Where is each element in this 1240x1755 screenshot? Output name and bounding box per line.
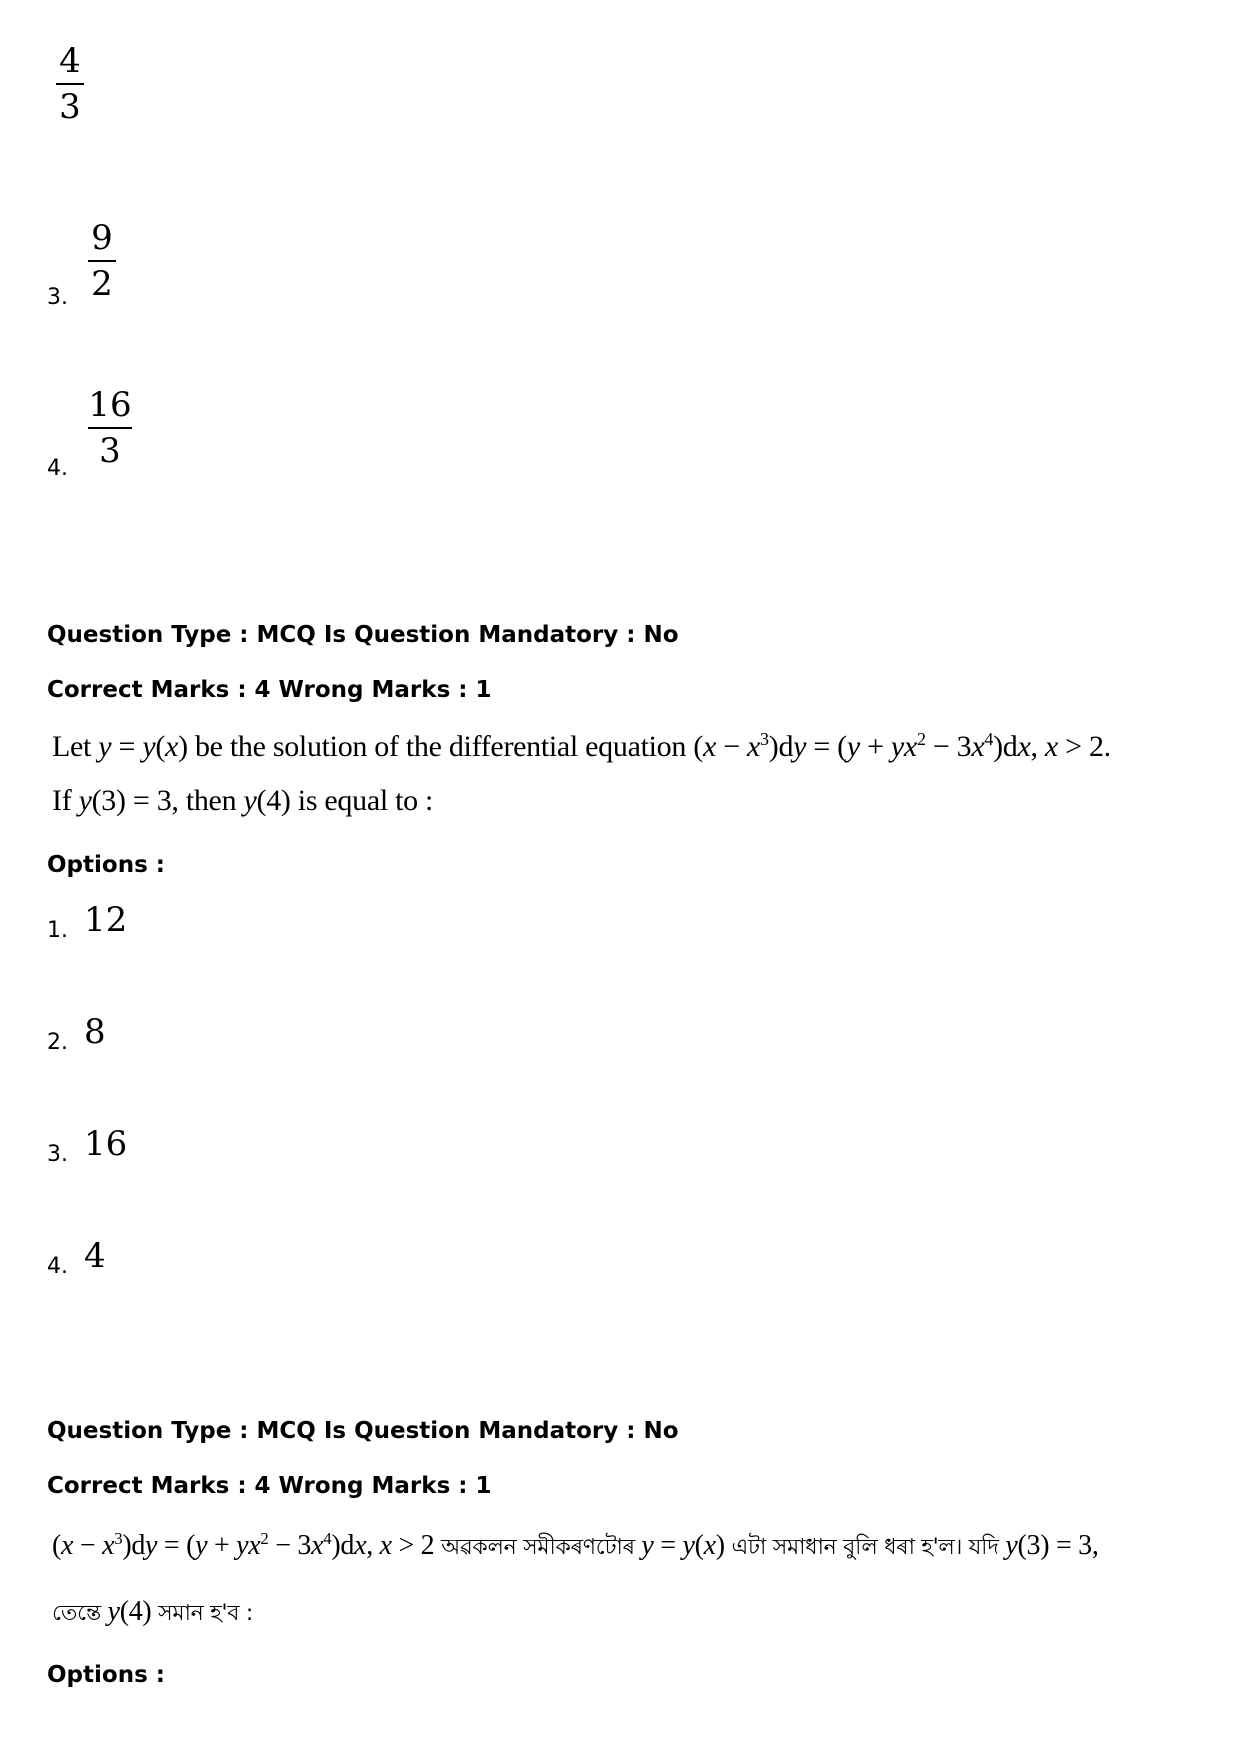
question-text-suffix: 2. xyxy=(1081,730,1111,763)
marks-line: Correct Marks : 4 Wrong Marks : 1 xyxy=(47,677,492,703)
option-number: 4. xyxy=(47,456,68,481)
fraction-bar xyxy=(88,427,132,429)
options-label: Options : xyxy=(47,1662,165,1688)
option-value: 4 xyxy=(84,1236,106,1276)
fraction-bar xyxy=(88,260,116,262)
option-value: 16 xyxy=(84,1124,128,1164)
question-text-line1: $(x - x^3)dy = (y + yx^2 - 3x^4)dx$, x > 2 অৱকলন সমীকৰণটোৰ y = y(x) এটা সমাধান বুলি ধৰা হ'ল। যদি y(3) = 3, xyxy=(52,1528,1099,1561)
question-text-line2: If y(3) = 3, then y(4) is equal to : xyxy=(52,784,434,817)
question-text-assamese: তেন্তে xyxy=(52,1601,101,1626)
question-text-mid: be the solution of the differential equation xyxy=(187,730,694,763)
option-value: 12 xyxy=(84,900,128,940)
fraction-denominator: 2 xyxy=(91,264,113,304)
question-text-assamese: এটা সমাধান বুলি ধৰা হ'ল। যদি xyxy=(731,1535,999,1560)
question-type-line: Question Type : MCQ Is Question Mandatory : No xyxy=(47,1418,679,1444)
fraction-numerator: 9 xyxy=(91,218,113,258)
fraction-bar xyxy=(56,83,84,85)
question-text-assamese: অৱকলন সমীকৰণটোৰ xyxy=(441,1535,635,1560)
option-value: 8 xyxy=(84,1012,106,1052)
fraction-denominator: 3 xyxy=(59,87,81,127)
options-label: Options : xyxy=(47,852,165,878)
option-fraction xyxy=(88,218,116,304)
option-fraction-top xyxy=(56,41,84,127)
option-number: 2. xyxy=(47,1030,68,1055)
option-number: 3. xyxy=(47,1142,68,1167)
fraction-numerator: 4 xyxy=(59,41,81,81)
marks-line: Correct Marks : 4 Wrong Marks : 1 xyxy=(47,1473,492,1499)
question-text-prefix: Let xyxy=(52,730,99,763)
question-text-prefix: If xyxy=(52,784,79,817)
question-text-line2: তেন্তে y(4) সমান হ'ব : xyxy=(52,1596,253,1627)
question-text-line1: Let y = y(x) be the solution of the differential equation $(x - x^3)dy = (y + yx^2 - 3x^4)dx$, x > 2. xyxy=(52,729,1111,763)
fraction-numerator: 16 xyxy=(88,385,132,425)
fraction-denominator: 3 xyxy=(99,431,121,471)
option-number: 4. xyxy=(47,1254,68,1279)
option-number: 3. xyxy=(47,285,68,310)
question-text-assamese: সমান হ'ব : xyxy=(158,1601,253,1626)
option-fraction xyxy=(88,385,132,471)
question-type-line: Question Type : MCQ Is Question Mandatory : No xyxy=(47,622,679,648)
question-text-mid: , then xyxy=(171,784,244,817)
option-number: 1. xyxy=(47,918,68,943)
question-text-suffix: is equal to : xyxy=(290,784,434,817)
